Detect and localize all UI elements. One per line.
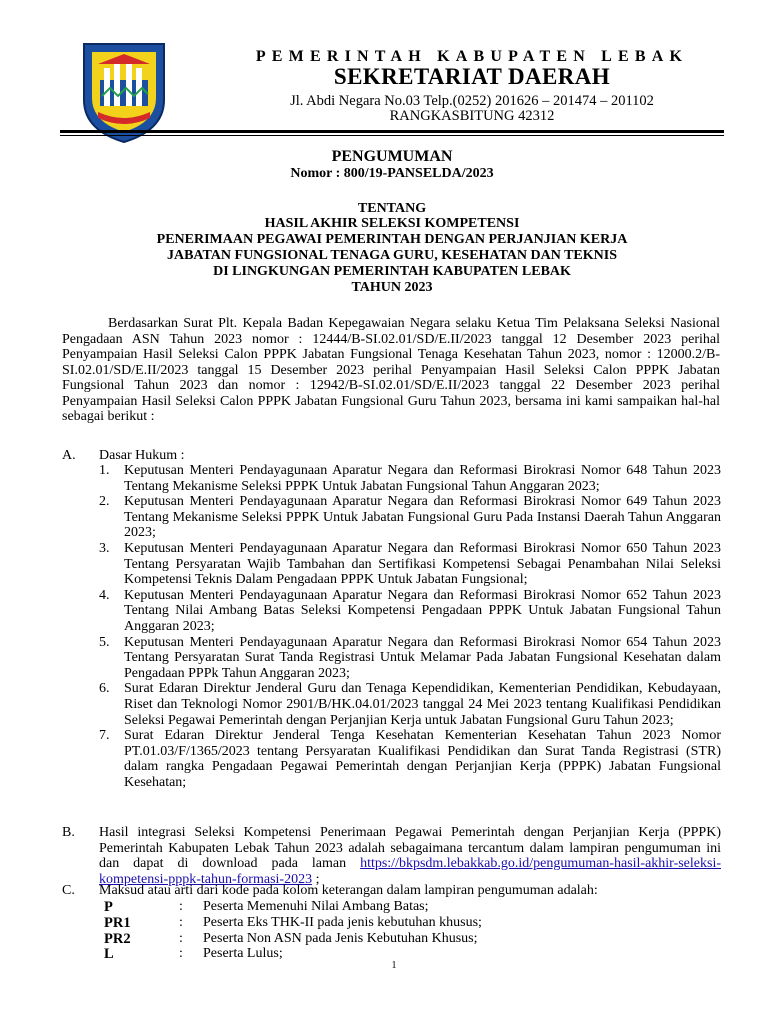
list-item-number: 5. — [99, 634, 110, 650]
subject-line-3: JABATAN FUNGSIONAL TENAGA GURU, KESEHATAN DAN TEKNIS — [166, 248, 618, 263]
list-item — [99, 635, 721, 682]
section-c-letter: C. — [62, 883, 75, 898]
download-link[interactable]: https://bkpsdm.lebakkab.go.id/pengumuman-hasil-akhir-seleksi-kompetensi-pppk-tahun-formasi-2023 — [99, 856, 721, 887]
list-item-number: 4. — [99, 587, 110, 603]
section-a-letter: A. — [62, 448, 76, 463]
list-item — [99, 541, 721, 588]
office-address: Jl. Abdi Negara No.03 Telp.(0252) 201626 – 201474 – 201102 — [290, 93, 654, 109]
code-colon: : — [179, 931, 183, 946]
list-item-number: 3. — [99, 540, 110, 556]
list-item-text: Keputusan Menteri Pendayagunaan Aparatur Negara dan Reformasi Birokrasi Nomor 652 Tahun 2023 Tentang Nilai Ambang Batas Seleksi Kompetensi Pengadaan PPPK Untuk Jabatan Fungsional Tahun Anggaran 2023; — [124, 587, 721, 634]
lebak-regency-emblem — [80, 40, 168, 144]
section-b-letter: B. — [62, 825, 75, 840]
code-description: Peserta Eks THK-II pada jenis kebutuhan khusus; — [203, 915, 482, 930]
list-item — [99, 494, 721, 541]
page-number: 1 — [391, 960, 397, 971]
letterhead-divider-thin — [60, 135, 724, 136]
subject-year: TAHUN 2023 — [351, 280, 433, 295]
list-item-number: 7. — [99, 728, 110, 744]
list-item-text: Keputusan Menteri Pendayagunaan Aparatur Negara dan Reformasi Birokrasi Nomor 654 Tahun 2023 Tentang Persyaratan Surat Tanda Registrasi Untuk Melamar Pada Jabatan Fungsional Kesehatan dalam Pengadaan PPPk Tahun Anggaran 2023; — [124, 634, 721, 681]
document-number: Nomor : 800/19-PANSELDA/2023 — [290, 166, 494, 181]
section-b-text: Hasil integrasi Seleksi Kompetensi Penerimaan Pegawai Pemerintah dengan Perjanjian Kerja (PPPK) Pemerintah Kabupaten Lebak Tahun 2023 adalah sebagaimana tercantum dalam lampiran pengumuman ini dan dapat di download pada laman — [99, 825, 721, 871]
list-item-number: 1. — [99, 463, 110, 478]
letterhead-divider-thick — [60, 130, 724, 133]
list-item — [99, 588, 721, 635]
legal-basis-list — [99, 463, 721, 790]
list-item-text: Keputusan Menteri Pendayagunaan Aparatur Negara dan Reformasi Birokrasi Nomor 648 Tahun 2023 Tentang Mekanisme Seleksi PPPK Untuk Jabatan Fungsional Tahun Anggaran 2023; — [124, 463, 721, 494]
list-item-text: Surat Edaran Direktur Jenderal Tenga Kesehatan Kementerian Kesehatan Tahun 2023 Nomor PT.01.03/F/1365/2023 tentang Persyaratan Kualifikasi Pendidikan dan Surat Tanda Registrasi (STR) dalam rangka Pengadaan Pegawai Pemerintah dengan Perjanjian Kerja (PPPK) Jabatan Fungsional Kesehatan; — [124, 728, 721, 790]
subject-label: TENTANG — [357, 201, 427, 216]
code-key: PR1 — [104, 915, 131, 931]
list-item-number: 6. — [99, 681, 110, 697]
intro-paragraph: Berdasarkan Surat Plt. Kepala Badan Kepegawaian Negara selaku Ketua Tim Pelaksana Seleksi Nasional Pengadaan ASN Tahun 2023 nomor : 12444/B-SI.02.01/SD/E.II/2023 tanggal 12 Desember 2023 perihal Penyampaian Hasil Seleksi Calon PPPK Jabatan Fungsional Tenaga Kesehatan Tahun 2023, nomor : 12000.2/B-SI.02.01/SD/E.II/2023 tanggal 15 Desember 2023 perihal Penyampaian Hasil Seleksi Calon PPPK Jabatan Fungsional Tahun 2023 dan nomor : 12942/B-SI.02.01/SD/E.II/2023 tanggal 22 Desember 2023 perihal Penyampaian Hasil Seleksi Calon PPPK Jabatan Fungsional Guru Tahun 2023, bersama ini kami sampaikan hal-hal sebagai berikut : — [62, 316, 720, 424]
code-key: PR2 — [104, 931, 131, 947]
subject-line-2: PENERIMAAN PEGAWAI PEMERINTAH DENGAN PERJANJIAN KERJA — [156, 232, 628, 247]
list-item — [99, 681, 721, 728]
government-name: PEMERINTAH KABUPATEN LEBAK — [255, 48, 689, 65]
code-colon: : — [179, 946, 183, 961]
code-colon: : — [179, 915, 183, 930]
code-description: Peserta Memenuhi Nilai Ambang Batas; — [203, 899, 429, 914]
office-city: RANGKASBITUNG 42312 — [389, 108, 555, 124]
list-item — [99, 728, 721, 790]
section-c-text: Maksud atau arti dari kode pada kolom keterangan dalam lampiran pengumuman adalah: — [99, 883, 598, 898]
code-description: Peserta Non ASN pada Jenis Kebutuhan Khusus; — [203, 931, 478, 946]
list-item-text: Keputusan Menteri Pendayagunaan Aparatur Negara dan Reformasi Birokrasi Nomor 649 Tahun 2023 Tentang Mekanisme Seleksi PPPK Untuk Jabatan Fungsional Guru Pada Instansi Daerah Tahun Anggaran 2023; — [124, 494, 721, 541]
document-title: PENGUMUMAN — [331, 148, 453, 165]
section-a-title: Dasar Hukum : — [99, 448, 185, 463]
list-item-text: Surat Edaran Direktur Jenderal Guru dan Tenaga Kependidikan, Kementerian Pendidikan, Kebudayaan, Riset dan Teknologi Nomor 2901/B/HK.04.01/2023 tanggal 24 Mei 2023 tentang Kualifikasi Pendidikan Seleksi Pegawai Pemerintah dengan Perjanjian Kerja untuk Jabatan Fungsional Guru Tahun 2023; — [124, 681, 721, 728]
section-b-end: ; — [312, 871, 320, 887]
code-key: P — [104, 899, 113, 915]
list-item — [99, 463, 721, 494]
office-name: SEKRETARIAT DAERAH — [333, 64, 611, 89]
subject-line-4: DI LINGKUNGAN PEMERINTAH KABUPATEN LEBAK — [213, 264, 571, 279]
list-item-number: 2. — [99, 494, 110, 510]
code-description: Peserta Lulus; — [203, 946, 283, 961]
subject-line-1: HASIL AKHIR SELEKSI KOMPETENSI — [264, 216, 520, 231]
code-key: L — [104, 946, 114, 962]
section-b-body — [99, 825, 721, 887]
list-item-text: Keputusan Menteri Pendayagunaan Aparatur Negara dan Reformasi Birokrasi Nomor 650 Tahun 2023 Tentang Persyaratan Wajib Tambahan dan Sertifikasi Kompetensi Sebagai Penambahan Nilai Seleksi Kompetensi Teknis Dalam Pengadaan PPPK Untuk Jabatan Fungsional; — [124, 540, 721, 588]
code-colon: : — [179, 899, 183, 914]
